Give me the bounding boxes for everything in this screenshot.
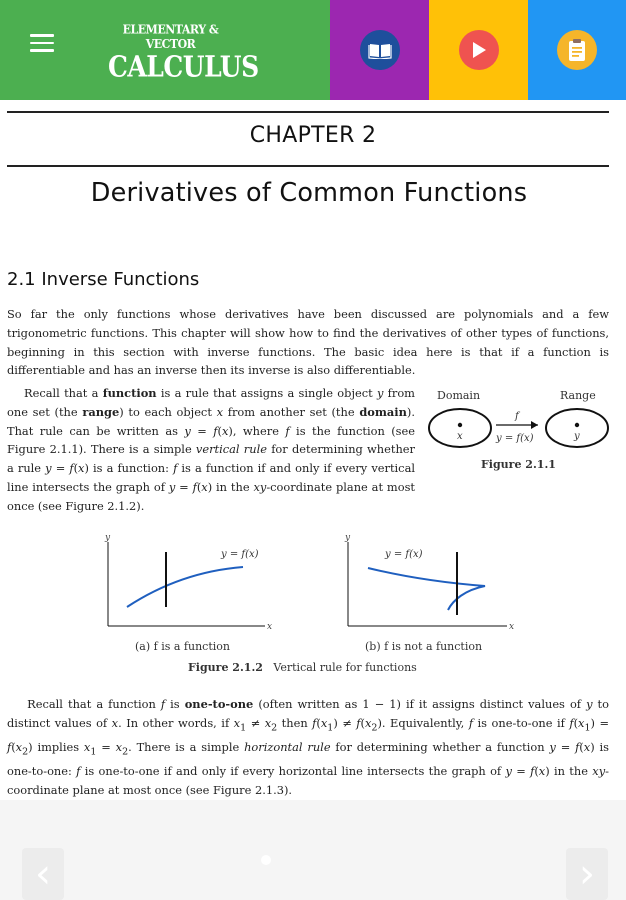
curve-not-function: [368, 568, 485, 610]
figure-2-1-1-caption: Figure 2.1.1: [481, 458, 556, 471]
book-button[interactable]: [330, 0, 429, 100]
top-toolbar: [0, 0, 626, 100]
arrow-label: y = f(x): [496, 433, 534, 444]
divider-top: [7, 111, 609, 113]
paragraph-one-to-one: Recall that a function f is one-to-one (often written as 1 − 1) if it assigns distinct values of y to distinct values of x. In other words, if $x_1 \ne x_2$ then $f(x_1) \ne f(x_2)$. Equivalently, f is one-to-one if $f(x_1) = f(x_2)$ implies $x_1 = x_2$. There is a simple horizontal rule for determining whether a function y = f(x) is one-to-one: f is one-to-one if and only if every horizontal line intersects the graph of y = f(x) in the xy-coordinate plane at most once (see Figure 2.1.3).: [7, 697, 610, 797]
range-label: Range: [560, 389, 596, 402]
previous-page-button[interactable]: ‹: [22, 848, 64, 900]
logo-subtitle: ELEMENTARY & VECTOR: [122, 22, 219, 52]
curve-label: y = f(x): [385, 549, 423, 560]
next-page-button[interactable]: ›: [566, 848, 608, 900]
range-y-label: y: [574, 431, 580, 442]
domain-label: Domain: [437, 389, 481, 402]
paragraph-intro: So far the only functions whose derivatives have been discussed are polynomials and a few trigonometric functions. This chapter will show how to find the derivatives of other types of functions, beginning in this section with inverse functions. The basic idea here is that if a function is differentiable and has an inverse then its inverse is also differentiable.: [7, 307, 609, 378]
chapter-label: CHAPTER 2: [249, 123, 377, 148]
domain-x-label: x: [457, 431, 463, 442]
chapter-title: Derivatives of Common Functions: [90, 178, 528, 208]
figure-2-1-2b: [335, 530, 535, 635]
document-page: [0, 100, 626, 800]
curve-label: y = f(x): [221, 549, 259, 560]
logo-tile: [0, 0, 330, 100]
notes-button[interactable]: [528, 0, 626, 100]
play-icon: [459, 30, 499, 70]
figure-2-1-2-caption: [188, 661, 417, 674]
figure-2-1-2b-caption: (b) f is not a function: [365, 640, 483, 653]
section-heading: 2.1 Inverse Functions: [7, 269, 200, 290]
bottom-navigation: [0, 800, 626, 900]
function-f-label: f: [515, 411, 519, 422]
divider-bottom: [7, 165, 609, 167]
menu-icon[interactable]: [30, 34, 54, 54]
curve-function: [127, 567, 243, 607]
logo-title: CALCULUS: [108, 49, 259, 84]
figure-title: Vertical rule for functions: [273, 661, 417, 674]
app-logo: [108, 22, 259, 84]
axis-x-label: x: [509, 622, 515, 632]
paragraph-function-definition: Recall that a function is a rule that assigns a single object y from one set (the range) to each object x from another set (the domain). That rule can be written as y = f(x), where f is the function (see Figure 2.1.1). There is a simple vertical rule for determining whether a rule y = f(x) is a function: f is a function if and only if every vertical line intersects the graph of y = f(x) in the xy-coordinate plane at most once (see Figure 2.1.2).: [7, 386, 415, 513]
play-button[interactable]: [429, 0, 528, 100]
axis-y-label: y: [105, 533, 111, 543]
page-indicator-dot: [261, 855, 271, 865]
book-icon: [360, 30, 400, 70]
clipboard-icon: [557, 30, 597, 70]
figure-number: Figure 2.1.2: [188, 661, 263, 674]
figure-2-1-2a: [95, 530, 295, 635]
axis-y-label: y: [345, 533, 351, 543]
axis-x-label: x: [267, 622, 273, 632]
figure-2-1-2a-caption: (a) f is a function: [135, 640, 230, 653]
